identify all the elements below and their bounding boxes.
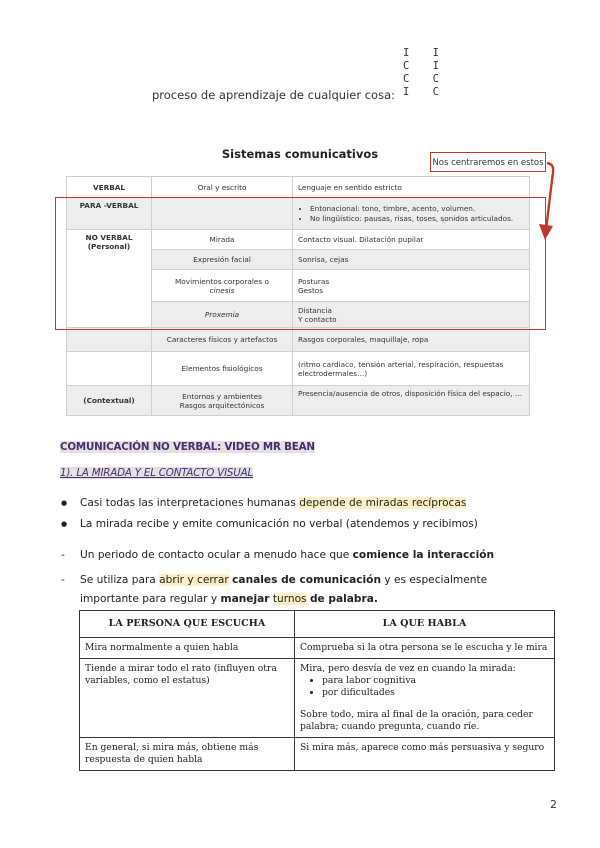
facial-channel: Expresión facial [152, 250, 293, 270]
table-row [67, 328, 530, 352]
list-item: • No lingüístico: pausas, risas, toses, sonidos articulados. [310, 214, 524, 223]
nonverbal-personal: (Personal) [87, 242, 131, 251]
physical-channel: Caracteres físicos y artefactos [152, 328, 293, 352]
text: Casi todas las interpretaciones humanas [80, 497, 300, 509]
cell-text: Mira, pero desvía de vez en cuando la mirada: [300, 663, 516, 674]
section-heading-text: COMUNICACIÓN NO VERBAL: VIDEO MR BEAN [60, 441, 315, 453]
letter: I [432, 47, 439, 59]
spacer [300, 699, 549, 709]
proxemia-channel: Proxemia [152, 302, 293, 328]
environment-line: Entornos y ambientes [182, 391, 262, 401]
verbal-label: VERBAL [67, 177, 152, 198]
letter: C [403, 60, 410, 72]
intro-text: proceso de aprendizaje de cualquier cosa: [152, 88, 396, 102]
subsection-heading [60, 467, 253, 479]
verbal-desc: Lenguaje en sentido estricto [293, 177, 530, 198]
bold-text: comience la interacción [352, 549, 495, 561]
table-row [67, 386, 530, 416]
systems-table-title: Sistemas comunicativos [221, 147, 379, 161]
letter: I [403, 86, 410, 98]
highlight: depende de miradas recíprocas [299, 497, 467, 509]
empty-cell [67, 352, 152, 386]
letter: I [432, 60, 439, 72]
table-header-row [80, 611, 555, 638]
contextual-label: (Contextual) [67, 386, 152, 416]
environment-line: Rasgos arquitectónicos [179, 400, 265, 410]
text: Un periodo de contacto ocular a menudo hace que [80, 549, 353, 561]
list-item: • por dificultades [322, 687, 549, 699]
proxemia-desc-line: Distancia [298, 305, 332, 315]
table-cell: Mira normalmente a quien habla [80, 638, 295, 659]
environment-channel [152, 386, 293, 416]
letter-row [403, 60, 439, 73]
speaker-header: LA QUE HABLA [295, 611, 555, 638]
bold-text: de palabra. [309, 593, 378, 605]
gaze-channel: Mirada [152, 230, 293, 250]
focus-highlight-box [55, 197, 546, 330]
paraverbal-label: PARA -VERBAL [67, 198, 152, 230]
subsection-heading-text: 1). LA MIRADA Y EL CONTACTO VISUAL [60, 467, 253, 479]
proxemia-desc-line: Y contacto [298, 314, 337, 324]
cell-text: Sobre todo, mira al final de la oración, para ceder palabra; cuando pregunta, cuando ríe. [300, 709, 533, 732]
highlight: abrir y cerrar [159, 574, 229, 586]
text: Se utiliza para [80, 574, 160, 586]
letter: C [432, 86, 439, 98]
list-item [58, 571, 548, 609]
letter: C [432, 73, 439, 85]
letter: C [403, 73, 410, 85]
page-number: 2 [550, 798, 557, 811]
kinesis-desc-line: Posturas [298, 276, 330, 286]
empty-cell [67, 328, 152, 352]
kinesis-label-em: cinesis [209, 285, 235, 295]
dash-list [58, 546, 548, 615]
physio-channel: Elementos fisiológicos [152, 352, 293, 386]
list-item [58, 546, 548, 565]
table-row [80, 738, 555, 771]
kinesis-desc-line: Gestos [298, 285, 324, 295]
letter-row [403, 86, 439, 99]
gaze-desc: Contacto visual. Dilatación pupilar [293, 230, 530, 250]
section-heading [60, 441, 315, 453]
table-cell: Tiende a mirar todo el rato (influyen otra variables, como el estatus) [80, 659, 295, 738]
physical-desc: Rasgos corporales, maquillaje, ropa [293, 328, 530, 352]
letter-row [403, 73, 439, 86]
cell-list [322, 675, 549, 699]
physio-desc: (ritmo cardiaco, tensión arterial, respiración, respuestas electrodermales…) [293, 352, 530, 386]
bold-text: canales de comunicación [232, 574, 381, 586]
table-cell: En general, si mira más, obtiene más respuesta de quien habla [80, 738, 295, 771]
table-cell: Si mira más, aparece como más persuasiva y seguro [295, 738, 555, 771]
focus-note: Nos centraremos en estos [430, 152, 546, 172]
table-row [80, 659, 555, 738]
kinesis-label: Movimientos corporales o [175, 276, 269, 286]
list-item: • para labor cognitiva [322, 675, 549, 687]
roles-table [79, 610, 555, 771]
table-cell [295, 659, 555, 738]
letter-row [403, 47, 439, 60]
table-row [80, 638, 555, 659]
nonverbal-title: NO VERBAL [85, 233, 133, 242]
text: y es especialmente importante para regular y [80, 574, 488, 605]
table-cell: Comprueba si la otra persona se le escucha y le mira [295, 638, 555, 659]
table-row [67, 352, 530, 386]
bold-text: manejar [220, 593, 270, 605]
table-row [67, 177, 530, 198]
list-item: • Entonacional: tono, timbre, acento, volumen. [310, 204, 524, 213]
bullet-list [58, 496, 538, 538]
list-item: ● La mirada recibe y emite comunicación no verbal (atendemos y recibimos) [58, 517, 538, 531]
pointer-arrow-icon [520, 160, 570, 250]
list-item [58, 496, 538, 510]
environment-desc: Presencia/ausencia de otros, disposición física del espacio, … [293, 386, 530, 416]
letter: I [403, 47, 410, 59]
facial-desc: Sonrisa, cejas [293, 250, 530, 270]
highlight: turnos [272, 593, 307, 605]
verbal-channel: Oral y escrito [152, 177, 293, 198]
letter-grid [403, 47, 439, 99]
listener-header: LA PERSONA QUE ESCUCHA [80, 611, 295, 638]
